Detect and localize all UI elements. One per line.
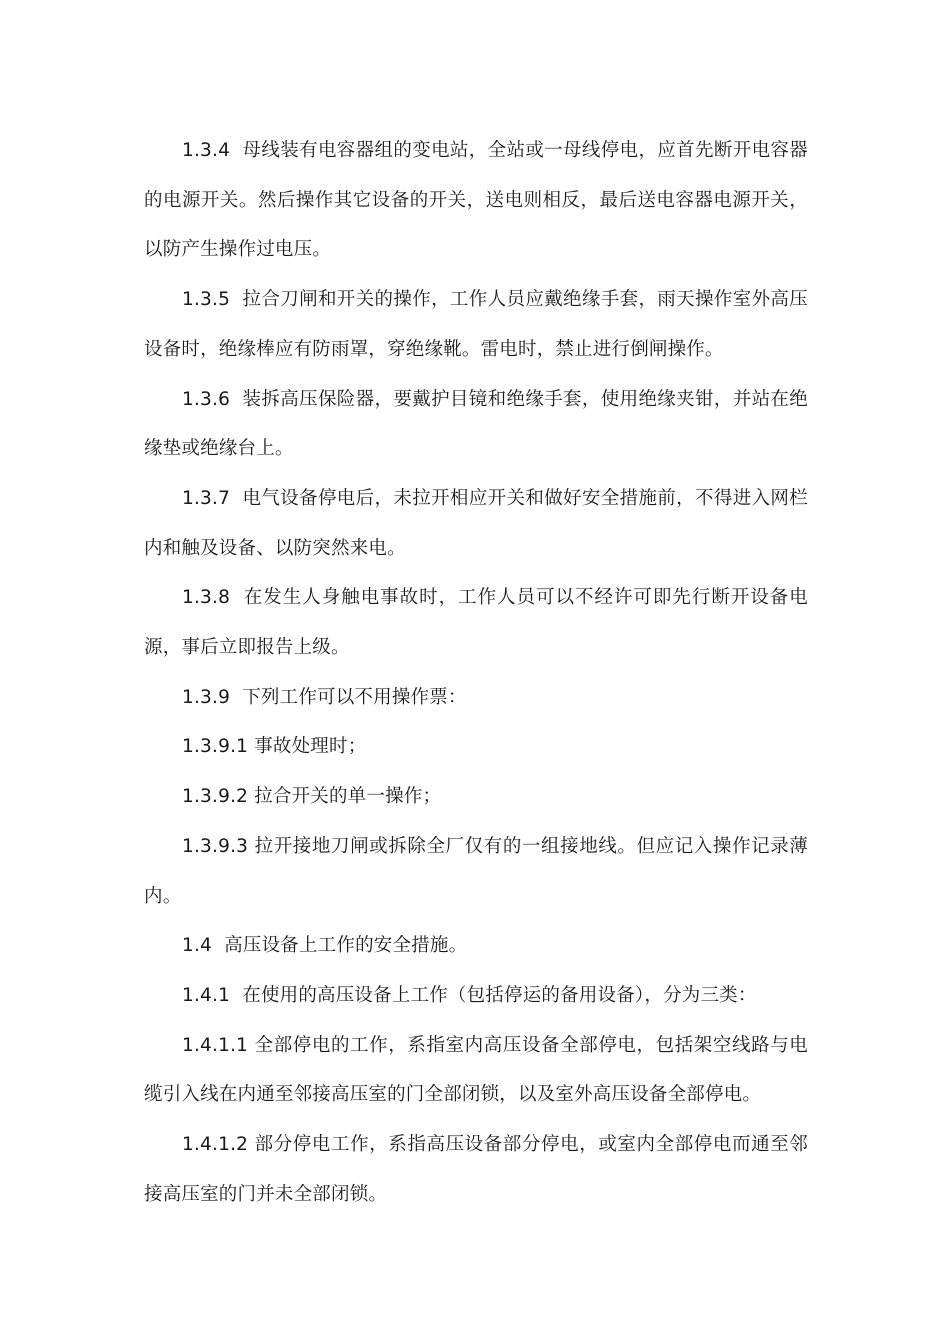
paragraph-1-3-4: 1.3.4 母线装有电容器组的变电站，全站或一母线停电，应首先断开电容器的电源开关。然后操作其它设备的开关，送电则相反，最后送电容器电源开关，以防产生操作过电压。 xyxy=(144,140,808,261)
paragraph-1-3-9-1: 1.3.9.1 事故处理时； xyxy=(182,736,367,758)
paragraph-1-3-7: 1.3.7 电气设备停电后，未拉开相应开关和做好安全措施前，不得进入网栏内和触及设备、以防突然来电。 xyxy=(144,487,808,559)
paragraph-1-3-8: 1.3.8 在发生人身触电事故时，工作人员可以不经许可即先行断开设备电源，事后立即报告上级。 xyxy=(144,587,808,659)
paragraph-1-3-9: 1.3.9 下列工作可以不用操作票： xyxy=(182,686,467,708)
paragraph-1-3-5: 1.3.5 拉合刀闸和开关的操作，工作人员应戴绝缘手套，雨天操作室外高压设备时，绝缘棒应有防雨罩，穿绝缘靴。雷电时，禁止进行倒闸操作。 xyxy=(144,289,808,360)
paragraph-1-4: 1.4 高压设备上工作的安全措施。 xyxy=(182,935,468,957)
paragraph-1-4-1-1: 1.4.1.1 全部停电的工作，系指室内高压设备全部停电，包括架空线路与电缆引入线在内通至邻接高压室的门全部闭锁，以及室外高压设备全部停电。 xyxy=(144,1034,808,1106)
paragraph-1-4-1-2: 1.4.1.2 部分停电工作，系指高压设备部分停电，或室内全部停电而通至邻接高压室的门并未全部闭锁。 xyxy=(144,1134,808,1205)
paragraph-1-3-9-3: 1.3.9.3 拉开接地刀闸或拆除全厂仅有的一组接地线。但应记入操作记录薄内。 xyxy=(144,835,808,907)
document-body xyxy=(144,126,808,1219)
paragraph-1-3-9-2: 1.3.9.2 拉合开关的单一操作； xyxy=(182,786,442,808)
paragraph-1-4-1: 1.4.1 在使用的高压设备上工作（包括停运的备用设备），分为三类： xyxy=(182,984,757,1006)
paragraph-1-3-6: 1.3.6 装拆高压保险器，要戴护目镜和绝缘手套，使用绝缘夹钳，并站在绝缘垫或绝缘台上。 xyxy=(144,388,808,460)
